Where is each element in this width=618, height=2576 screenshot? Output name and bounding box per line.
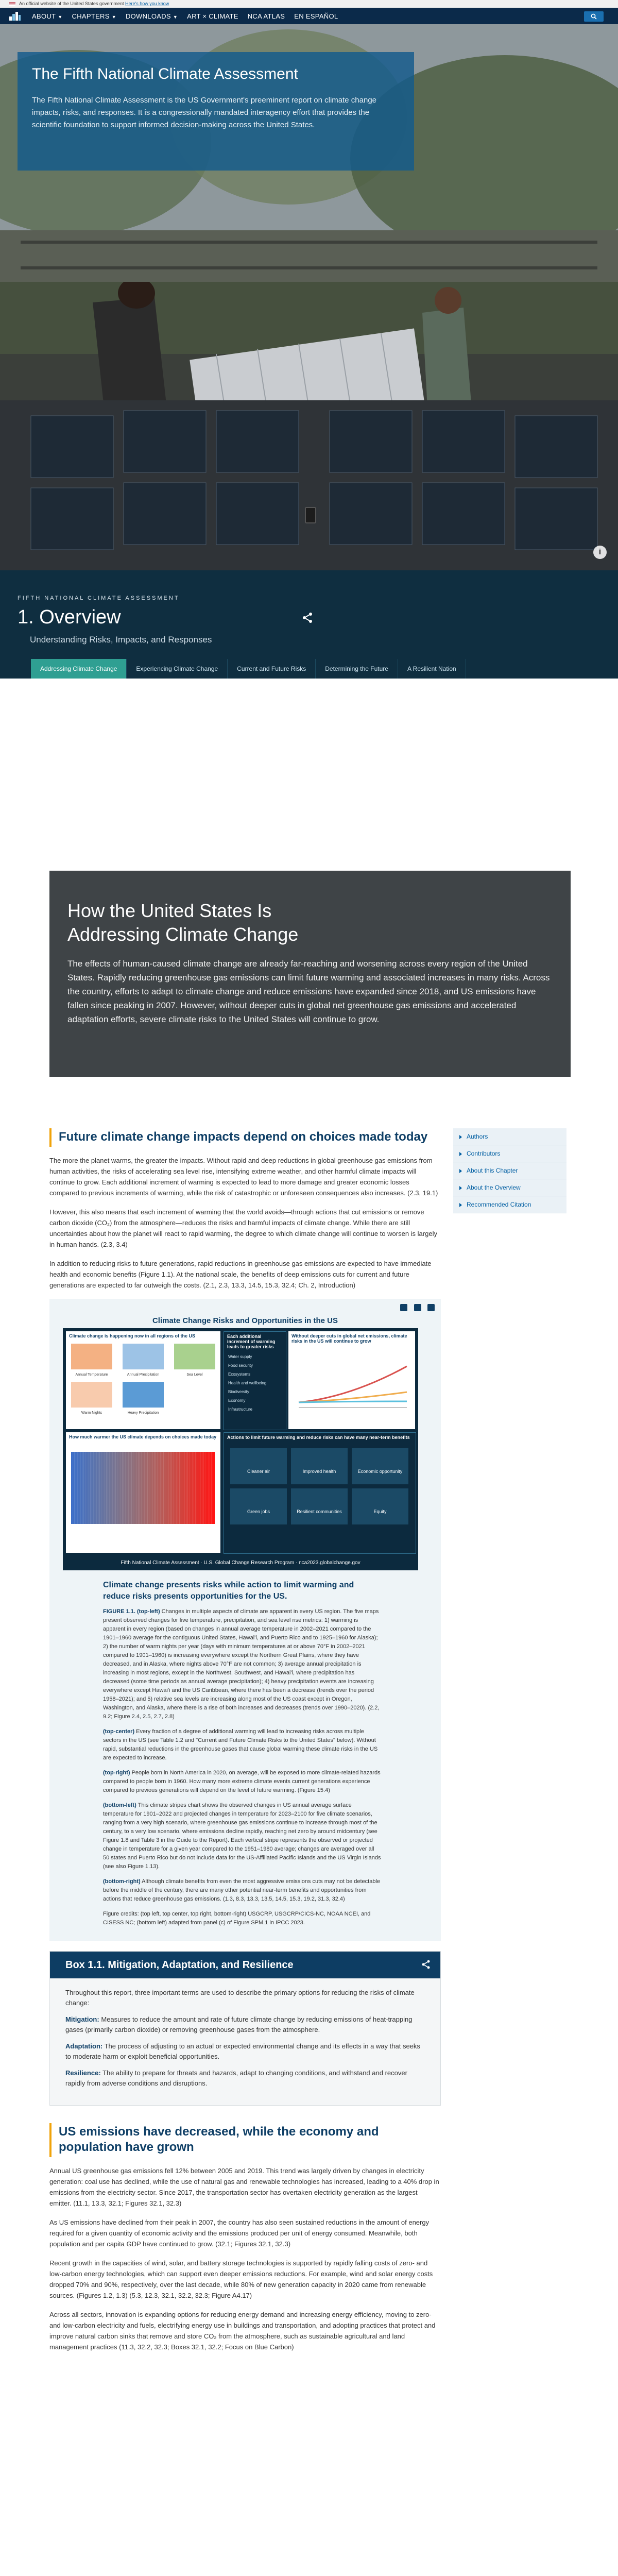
nca-logo-icon[interactable] <box>9 11 21 21</box>
caption-label: FIGURE 1.1. (top-left) <box>103 1608 160 1615</box>
stripe <box>189 1452 191 1524</box>
figure-caption <box>103 1727 381 1762</box>
benefit-tile: Equity <box>352 1488 408 1524</box>
stripe <box>152 1452 154 1524</box>
stripe <box>191 1452 193 1524</box>
stripe <box>82 1452 84 1524</box>
gov-banner-text: An official website of the United States government <box>19 1 124 6</box>
sidebar-item-about-overview[interactable]: About the Overview <box>453 1179 566 1196</box>
figure-caption <box>103 1607 381 1721</box>
stripe <box>127 1452 129 1524</box>
caption-text: People born in North America in 2020, on average, will be exposed to more climate-related hazards compared to people born in 1960. How many more extreme climate events current generations experience compared to previous generations will depend on the level of future warming. (Figure 15.4) <box>103 1770 381 1793</box>
intro-text: The effects of human-caused climate change are already far-reaching and worsening across every region of the United States. Rapidly reducing greenhouse gas emissions can limit future warming and associated increases in many risks. Across the country, efforts to adapt to climate change and reduce emissions have expanded since 2018, and US emissions have fallen since peaking in 2007. However, without deeper cuts in global net greenhouse gas emissions and accelerated adaptation efforts, severe climate risks to the United States will continue to grow. <box>67 959 550 1024</box>
stripe <box>184 1452 186 1524</box>
term: Mitigation: <box>65 2015 99 2023</box>
stripe <box>111 1452 113 1524</box>
share-icon[interactable] <box>301 612 314 624</box>
stripe <box>116 1452 117 1524</box>
infographic[interactable] <box>63 1328 418 1570</box>
risk-item: Water supply <box>228 1354 252 1359</box>
download-icon[interactable] <box>400 1304 407 1311</box>
hero-text: The Fifth National Climate Assessment is the US Government's preeminent report on climate change impacts, risks, and responses. It is a congressionally mandated interagency effort that provides the scientific foundation to support informed decision-making across the United States. <box>32 96 377 129</box>
stripe <box>113 1452 114 1524</box>
stripe <box>114 1452 116 1524</box>
hero-title: The Fifth National Climate Assessment <box>32 65 298 82</box>
paragraph: Recent growth in the capacities of wind, solar, and battery storage technologies is supported by rapidly falling costs of zero- and low-carbon energy technologies, which can support even deeper emissions reductions. For example, wind and solar energy costs dropped 70% and 90%, respectively, over the last decade, while 80% of new generation capacity in 2020 came from renewable sources. (Figures 1.2, 1.3) (5.3, 12.3, 32.1, 32.2, 32.3; Figure A4.17) <box>49 2259 433 2299</box>
stripe <box>92 1452 93 1524</box>
infographic-panel-risks <box>224 1331 286 1430</box>
hero-people-illustration <box>0 282 618 570</box>
stripe <box>162 1452 164 1524</box>
stripe <box>205 1452 207 1524</box>
stripe <box>140 1452 141 1524</box>
stripe <box>79 1452 81 1524</box>
stripe <box>164 1452 165 1524</box>
definition: Measures to reduce the amount and rate of future climate change by reducing emissions of heat-trapping gases (primarily carbon dioxide) or removing greenhouse gases from the atmosphere. <box>65 2015 413 2033</box>
stripe <box>133 1452 135 1524</box>
map-label: Annual Temperature <box>75 1373 108 1377</box>
map-label: Annual Precipitation <box>127 1373 160 1377</box>
benefit-tile: Cleaner air <box>230 1448 287 1484</box>
nav-about[interactable] <box>32 12 63 20</box>
stripe <box>194 1452 196 1524</box>
infographic-panel-stripes <box>66 1432 220 1553</box>
stripe <box>103 1452 105 1524</box>
box-header <box>50 1952 440 1978</box>
stripe <box>149 1452 151 1524</box>
stripe <box>202 1452 203 1524</box>
nav-atlas[interactable]: NCA ATLAS <box>247 12 285 20</box>
stripe <box>119 1452 121 1524</box>
infographic-panel-benefits <box>224 1432 416 1554</box>
figure-credits: Figure credits: (top left, top center, top right, bottom-right) USGCRP, USGCRP/CICS-NC, NOAA NCEI, and CISESS NC; (bottom left) adapted from panel (c) of Figure SPM.1 in IPCC 2023. <box>103 1911 371 1926</box>
section-title: US emissions have decreased, while the economy and population have grown <box>59 2125 379 2154</box>
caption-label: (bottom-left) <box>103 1802 136 1808</box>
figure-1-1 <box>49 1299 441 1941</box>
stripe <box>87 1452 89 1524</box>
share-icon[interactable] <box>421 1959 431 1970</box>
stripe <box>165 1452 167 1524</box>
main-content <box>49 1128 441 2361</box>
caption-text: This climate stripes chart shows the observed changes in US annual average surface temperature for 1901–2022 and projected changes in temperature for 2023–2100 for five climate scenarios, ranging from a very high scenario, where greenhouse gas emissions continue to increase through most of the century, to a very low scenario, where emissions decline rapidly, reaching net zero by around midcentury (see Figure 1.8 and Table 3 in the Guide to the Report). Each vertical stripe represents the observed or projected change in temperature for a given year compared to the 1951–1980 average; changes are averaged over all 50 states and Puerto Rico but do not include data for the US-Affiliated Pacific Islands and the US Virgin Islands (see also Figure 1.13). <box>103 1802 381 1870</box>
top-nav <box>0 8 618 24</box>
figure-caption <box>103 1801 381 1871</box>
sidebar-item-contributors[interactable]: Contributors <box>453 1145 566 1162</box>
stripe <box>89 1452 90 1524</box>
infographic-panel-generations <box>288 1331 415 1429</box>
chevron-down-icon: ▼ <box>111 14 116 20</box>
search-icon <box>591 13 597 20</box>
stripe <box>95 1452 97 1524</box>
stripe <box>105 1452 106 1524</box>
stripe <box>101 1452 103 1524</box>
stripe <box>178 1452 180 1524</box>
stripe <box>175 1452 177 1524</box>
chapter-tabs <box>31 659 466 679</box>
figure-caption-heading: Climate change presents risks while action to limit warming and reduce risks presents opportunities for the US. <box>103 1581 354 1601</box>
flag-icon <box>9 2 15 6</box>
panel-title: Each additional increment of warming leads to greater risks <box>227 1334 276 1349</box>
risk-item: Infrastructure <box>228 1407 253 1412</box>
section-title: Future climate change impacts depend on choices made today <box>59 1130 428 1144</box>
stripe <box>122 1452 124 1524</box>
risk-item: Health and wellbeing <box>228 1381 267 1385</box>
stripe <box>93 1452 95 1524</box>
stripe <box>197 1452 199 1524</box>
figure-tools <box>56 1304 435 1315</box>
caption-text: Every fraction of a degree of additional warming will lead to increasing risks across multiple sectors in the US (see Table 1.2 and "Current and Future Climate Risks to the United States" below). Without rapid, substantial reductions in the greenhouse gases that cause global warming these climate risks in the US are expected to increase. <box>103 1728 378 1761</box>
definition: The ability to prepare for threats and hazards, adapt to changing conditions, and withstand and recover rapidly from adverse conditions and disruptions. <box>65 2069 407 2087</box>
sidebar <box>453 1128 566 1213</box>
paragraph: Across all sectors, innovation is expanding options for reducing energy demand and increasing energy efficiency, moving to zero- and low-carbon electricity and fuels, electrifying energy use in buildings and transportation, and adopting practices that protect and improve natural carbon sinks that remove and store CO₂ from the atmosphere, such as sustainable agricultural and land management practices (11.3, 32.2, 32.3; Boxes 32.1, 32.2; Focus on Blue Carbon) <box>49 2311 436 2351</box>
stripe <box>177 1452 178 1524</box>
chapter-kicker: FIFTH NATIONAL CLIMATE ASSESSMENT <box>18 595 180 601</box>
caption-text: Changes in multiple aspects of climate are apparent in every US region. The five maps present observed changes for five temperature, precipitation, and sea level rise metrics: 1) warming is apparent in every region (based on changes in annual average temperature in 2002–2021 compared to the 1901–1960 average for the contiguous United States, Hawai'i, and Puerto Rico and to 1925–1960 for Alaska); 2) the number of warm nights per year (days with minimum temperatures at or above 70°F in 2002–2021 compared to 1901–1960) is increasing everywhere except the Northern Great Plains, where they have decreased, and in Alaska, where nights above 70°F are not common; 3) average annual precipitation is increasing in most regions, except in the Northwest, Southwest, and Hawai'i, where precipitation has decreased (some time periods as annual average precipitation); 4) heavy precipitation events are increasing everywhere except Hawai'i and the US Caribbean, where there has been a decrease (trends over the period 1958–2021); and 5) relative sea levels are increasing along most of the US coast except in Oregon, Washington, and Alaska, where there is a rise of both increases and decreases (trends over 1990–2020). (2.2, 9.2; Figure 2.4, 2.5, 2.7, 2.8) <box>103 1608 380 1720</box>
benefit-tile: Resilient communities <box>291 1488 348 1524</box>
sidebar-item-authors[interactable]: Authors <box>453 1128 566 1145</box>
chevron-down-icon: ▼ <box>173 14 178 20</box>
stripe <box>212 1452 213 1524</box>
nav-chapters[interactable] <box>72 12 116 20</box>
stripe <box>210 1452 212 1524</box>
caption-label: (bottom-right) <box>103 1878 141 1885</box>
nav-downloads-label: DOWNLOADS <box>125 12 171 20</box>
chapter-header <box>0 570 618 679</box>
stripe <box>77 1452 79 1524</box>
hero-intro-box <box>18 52 414 171</box>
stripe <box>200 1452 202 1524</box>
caption-text: Although climate benefits from even the most aggressive emissions cuts may not be detectable before the middle of the century, there are many other potential near-term benefits and opportunities from actions that reduce greenhouse gas emissions. (1.3, 8.3, 13.3, 13.5, 14.5, 15.3, 19.2, 31.3, 32.4) <box>103 1878 381 1902</box>
stripe <box>81 1452 82 1524</box>
stripe <box>74 1452 76 1524</box>
gov-banner <box>0 0 618 8</box>
phone-icon <box>305 507 316 523</box>
paragraph: The more the planet warms, the greater the impacts. Without rapid and deep reductions in global greenhouse gas emissions from human activities, the risks of accelerating sea level rise, intensifying extreme weather, and other harmful climate impacts will continue to grow. Each additional increment of warming is expected to lead to more damage and greater economic losses compared to previous increments of warming, while the risk of catastrophic or unforeseen consequences also increases. (2.3, 19.1) <box>49 1157 438 1197</box>
map-label: Heavy Precipitation <box>127 1411 159 1415</box>
hero-image <box>0 24 618 570</box>
stripe <box>125 1452 127 1524</box>
nav-art[interactable]: ART × CLIMATE <box>187 12 238 20</box>
stripe <box>98 1452 100 1524</box>
risk-item: Food security <box>228 1363 253 1368</box>
stripe <box>146 1452 148 1524</box>
intro-box <box>49 871 571 1077</box>
chevron-down-icon: ▼ <box>58 14 63 20</box>
map-label: Sea Level <box>186 1373 203 1377</box>
stripe <box>171 1452 173 1524</box>
paragraph: In addition to reducing risks to future generations, rapid reductions in greenhouse gas emissions are expected to have immediate health and economic benefits (Figure 1.1). At the national scale, the benefits of deep emissions cuts for current and future generations are expected to far outweigh the costs. (2.1, 2.3, 13.3, 14.5, 15.3, 32.4; Ch. 2, Introduction) <box>49 1260 432 1289</box>
section-heading-emissions <box>49 2123 441 2157</box>
nav-about-label: ABOUT <box>32 12 56 20</box>
panel-title: How much warmer the US climate depends on choices made today <box>69 1434 217 1439</box>
stripe <box>73 1452 74 1524</box>
stripe <box>170 1452 171 1524</box>
caption-label: (top-right) <box>103 1770 130 1776</box>
tab-risks[interactable]: Current and Future Risks <box>228 659 316 679</box>
caption-label: (top-center) <box>103 1728 135 1735</box>
share-icon[interactable] <box>427 1304 435 1311</box>
box-1-1 <box>49 1951 441 2106</box>
nav-chapters-label: CHAPTERS <box>72 12 110 20</box>
stripe <box>76 1452 77 1524</box>
stripe <box>186 1452 187 1524</box>
stripe <box>167 1452 168 1524</box>
sidebar-item-about-chapter[interactable]: About this Chapter <box>453 1162 566 1179</box>
figure-title: Climate Change Risks and Opportunities in the US <box>152 1316 338 1325</box>
stripe <box>132 1452 133 1524</box>
benefit-tile: Green jobs <box>230 1488 287 1524</box>
stripe <box>183 1452 184 1524</box>
stripe <box>97 1452 98 1524</box>
tab-experiencing[interactable]: Experiencing Climate Change <box>127 659 228 679</box>
stripe <box>84 1452 85 1524</box>
term: Adaptation: <box>65 2042 103 2050</box>
risk-item: Biodiversity <box>228 1389 249 1394</box>
tab-resilient[interactable]: A Resilient Nation <box>398 659 466 679</box>
figure-caption <box>103 1877 381 1904</box>
box-body <box>50 1978 440 2105</box>
stripe <box>130 1452 132 1524</box>
stripe <box>173 1452 175 1524</box>
stripe <box>207 1452 209 1524</box>
climate-stripes-illustration <box>66 1442 220 1545</box>
risk-item: Ecosystems <box>228 1372 251 1377</box>
us-maps-illustration <box>66 1341 220 1423</box>
definition: The process of adjusting to an actual or expected environmental change and its effects in a way that seeks to moderate harm or exploit beneficial opportunities. <box>65 2042 420 2060</box>
term: Resilience: <box>65 2069 101 2077</box>
nav-espanol[interactable]: EN ESPAÑOL <box>294 12 338 20</box>
stripe <box>203 1452 205 1524</box>
sidebar-item-citation[interactable]: Recommended Citation <box>453 1196 566 1213</box>
stripe <box>129 1452 130 1524</box>
stripe <box>85 1452 87 1524</box>
infographic-panel-regions <box>66 1331 220 1429</box>
benefit-tile: Economic opportunity <box>352 1448 408 1484</box>
stripe <box>156 1452 157 1524</box>
infographic-footer: Fifth National Climate Assessment · U.S. Global Change Research Program · nca2023.globalchange.gov <box>63 1556 418 1570</box>
info-icon[interactable]: i <box>593 546 607 559</box>
stripe <box>151 1452 152 1524</box>
box-intro: Throughout this report, three important terms are used to describe the primary options for reducing the risks of climate change: <box>65 1989 415 2007</box>
stripe <box>193 1452 194 1524</box>
stripe <box>187 1452 189 1524</box>
stripe <box>136 1452 138 1524</box>
stripe <box>213 1452 215 1524</box>
stripe <box>145 1452 146 1524</box>
stripe <box>196 1452 197 1524</box>
stripe <box>106 1452 108 1524</box>
box-definition <box>65 2068 425 2089</box>
risk-item: Economy <box>228 1398 246 1403</box>
stripe <box>108 1452 109 1524</box>
panel-title: Without deeper cuts in global net emissions, climate risks in the US will continue to grow <box>291 1333 407 1344</box>
map-label: Warm Nights <box>81 1411 102 1415</box>
stripe <box>181 1452 183 1524</box>
section-heading-future <box>49 1128 441 1147</box>
stripe <box>100 1452 101 1524</box>
stripe <box>109 1452 111 1524</box>
box-definition <box>65 2041 425 2062</box>
intro-heading: How the United States Is Addressing Climate Change <box>67 900 299 945</box>
expand-icon[interactable] <box>414 1304 421 1311</box>
figure-caption <box>103 1769 381 1795</box>
stripe <box>135 1452 136 1524</box>
stripe <box>154 1452 156 1524</box>
generations-illustration <box>288 1346 415 1423</box>
paragraph: As US emissions have declined from their peak in 2007, the country has also seen sustained reductions in the amount of energy required for a given quantity of economic activity and the emissions produced per unit of energy consumed. Meanwhile, both population and per capita GDP have continued to grow. (32.1; Figures 32.1, 32.3) <box>49 2218 430 2248</box>
benefit-tile: Improved health <box>291 1448 348 1484</box>
box-title: Box 1.1. Mitigation, Adaptation, and Resilience <box>65 1959 294 1971</box>
box-definition <box>65 2014 425 2035</box>
stripe <box>121 1452 122 1524</box>
stripe <box>124 1452 125 1524</box>
nav-downloads[interactable] <box>126 12 178 20</box>
stripe <box>138 1452 140 1524</box>
stripe <box>168 1452 170 1524</box>
tab-addressing[interactable]: Addressing Climate Change <box>31 659 127 679</box>
stripe <box>143 1452 145 1524</box>
stripe <box>157 1452 159 1524</box>
chapter-title: 1. Overview <box>18 606 121 628</box>
chapter-subtitle: Understanding Risks, Impacts, and Responses <box>30 635 212 645</box>
stripe <box>209 1452 210 1524</box>
stripe <box>159 1452 161 1524</box>
gov-banner-link[interactable]: Here's how you know <box>125 1 169 6</box>
paragraph: Annual US greenhouse gas emissions fell 12% between 2005 and 2019. This trend was largely driven by changes in electricity generation: coal use has declined, while the use of natural gas and renewable technologies has increased, leading to a 40% drop in emissions from the electricity sector. Since 2017, the transportation sector has overtaken electricity generation as the largest emitter. (11.1, 13.3, 32.1; Figures 32.1, 32.3) <box>49 2167 439 2207</box>
stripe <box>199 1452 200 1524</box>
stripe <box>148 1452 149 1524</box>
stripe <box>180 1452 181 1524</box>
panel-title: Actions to limit future warming and reduce risks can have many near-term benefits <box>227 1435 410 1440</box>
stripe <box>117 1452 119 1524</box>
tab-future[interactable]: Determining the Future <box>316 659 398 679</box>
stripe <box>141 1452 143 1524</box>
paragraph: However, this also means that each increment of warming that the world avoids—through actions that cut emissions or remove carbon dioxide (CO₂) from the atmosphere—reduces the risks and harmful impacts of climate change. While there are still uncertainties about how the planet will react to rapid warming, the degree to which climate change will continue to worsen is largely in human hands. (2.3, 3.4) <box>49 1208 437 1248</box>
search-button[interactable] <box>584 11 604 22</box>
stripe <box>71 1452 73 1524</box>
stripe <box>90 1452 92 1524</box>
panel-title: Climate change is happening now in all regions of the US <box>69 1333 196 1338</box>
stripe <box>161 1452 162 1524</box>
